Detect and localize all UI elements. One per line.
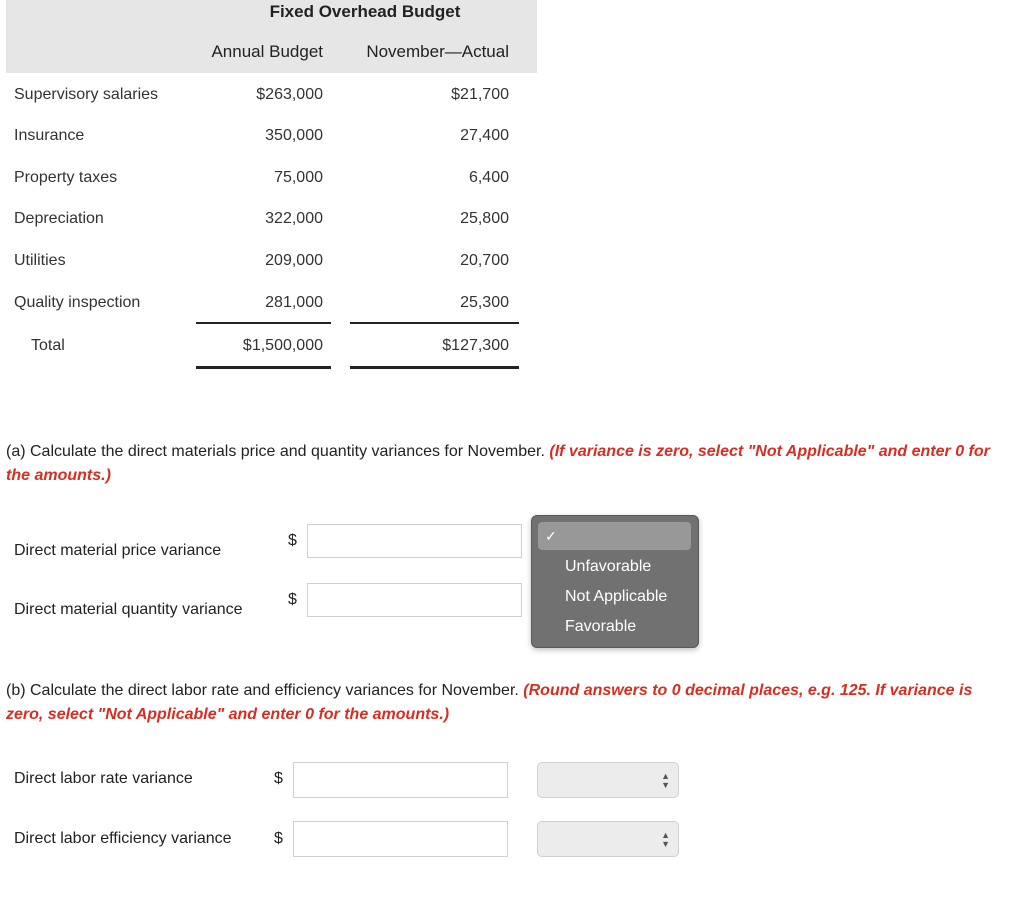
november-value: 25,800 (460, 210, 509, 227)
currency-symbol: $ (288, 532, 297, 549)
material-price-variance-input[interactable] (307, 524, 522, 558)
material-quantity-variance-input[interactable] (307, 583, 522, 617)
row-label: Depreciation (14, 210, 104, 227)
column-header-annual: Annual Budget (211, 42, 323, 61)
row-label: Insurance (14, 127, 85, 144)
dropdown-option-favorable[interactable]: Favorable (565, 618, 637, 635)
labor-efficiency-variance-input[interactable] (293, 821, 508, 857)
currency-symbol: $ (274, 830, 283, 847)
question-a (6, 440, 1006, 488)
labor-efficiency-variance-select[interactable] (537, 821, 679, 857)
annual-value: 281,000 (265, 294, 323, 311)
annual-value: $263,000 (256, 86, 323, 103)
currency-symbol: $ (288, 591, 297, 608)
november-value: 25,300 (460, 294, 509, 311)
checkmark-icon: ✓ (545, 528, 557, 544)
column-header-november: November—Actual (366, 42, 509, 61)
november-value: 6,400 (468, 169, 509, 186)
annual-value: 209,000 (265, 252, 323, 269)
annual-value: 322,000 (265, 210, 323, 227)
dropdown-blank-option[interactable] (538, 522, 691, 550)
total-november: $127,300 (442, 337, 509, 354)
table-title: Fixed Overhead Budget (269, 2, 461, 21)
field-label-labor-efficiency: Direct labor efficiency variance (14, 830, 232, 847)
question-b-text: (b) Calculate the direct labor rate and efficiency variances for November. (6, 682, 519, 699)
variance-type-dropdown-menu[interactable] (531, 515, 699, 648)
field-label-material-quantity: Direct material quantity variance (14, 601, 243, 618)
subtotal-rule-annual (196, 322, 331, 324)
subtotal-rule-november (350, 322, 519, 324)
dropdown-option-unfavorable[interactable]: Unfavorable (565, 558, 652, 575)
question-a-note: (If variance is zero, select "Not Applicable" and enter 0 for the amounts.) (6, 443, 990, 484)
row-label: Quality inspection (14, 294, 141, 311)
updown-arrows-icon: ▲ ▼ (661, 771, 670, 790)
total-rule-november (350, 366, 519, 369)
row-label: Supervisory salaries (14, 86, 159, 103)
november-value: $21,700 (451, 86, 509, 103)
question-b-note: (Round answers to 0 decimal places, e.g. 125. If variance is zero, select "Not Applicable" and enter 0 for the amounts.) (6, 682, 973, 723)
labor-rate-variance-select[interactable] (537, 762, 679, 798)
question-b (6, 679, 1006, 727)
row-label: Utilities (14, 252, 66, 269)
dropdown-option-not-applicable[interactable]: Not Applicable (565, 588, 668, 605)
updown-arrows-icon: ▲ ▼ (661, 830, 670, 849)
field-label-material-price: Direct material price variance (14, 542, 222, 559)
november-value: 20,700 (460, 252, 509, 269)
labor-rate-variance-input[interactable] (293, 762, 508, 798)
total-label: Total (31, 337, 65, 354)
question-a-text: (a) Calculate the direct materials price and quantity variances for November. (6, 443, 545, 460)
currency-symbol: $ (274, 770, 283, 787)
total-annual: $1,500,000 (242, 337, 323, 354)
annual-value: 75,000 (274, 169, 323, 186)
field-label-labor-rate: Direct labor rate variance (14, 770, 193, 787)
annual-value: 350,000 (265, 127, 323, 144)
total-rule-annual (196, 366, 331, 369)
row-label: Property taxes (14, 169, 118, 186)
november-value: 27,400 (460, 127, 509, 144)
